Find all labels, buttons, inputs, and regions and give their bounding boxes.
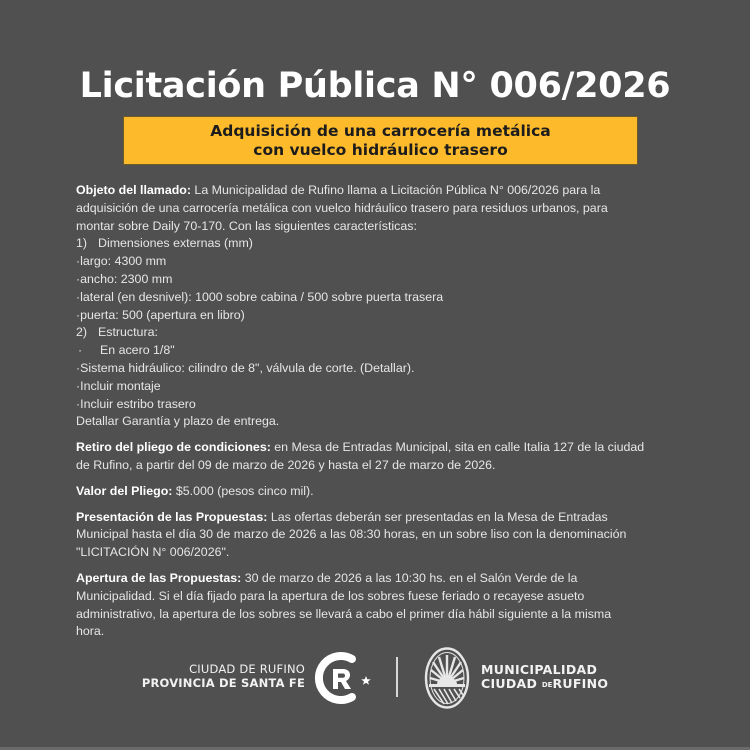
objeto-text-1: La Municipalidad de Rufino llama a Licitación Pública N° 006/2026 para la xyxy=(190,183,601,197)
spec-item: Detallar Garantía y plazo de entrega. xyxy=(76,414,280,429)
retiro-section: Retiro del pliego de condiciones: en Mesa de Entradas Municipal, sita en calle Italia 127 de la ciudad de Rufino, a partir del 09 de marzo de 2026 y hasta el 27 de marzo de 2026. xyxy=(76,440,645,472)
spec-item: · En acero 1/8" xyxy=(76,342,676,360)
apertura-label: Apertura de las Propuestas: xyxy=(76,570,242,585)
bullet-icon: · xyxy=(78,343,83,358)
municipal-crest-icon xyxy=(424,646,470,710)
spec-item: ·Sistema hidráulico: cilindro de 8", válvula de corte. (Detallar). xyxy=(76,360,415,375)
footer-divider xyxy=(396,657,398,697)
spec-item: ·largo: 4300 mm xyxy=(76,254,167,269)
city-province-label: CIUDAD DE RUFINO PROVINCIA DE SANTA FE xyxy=(141,662,305,690)
subtitle-banner xyxy=(124,117,637,164)
section-2-heading: 2) Estructura: xyxy=(76,325,158,340)
cr-star-logo-icon xyxy=(308,647,374,709)
spec-item: ·puerta: 500 (apertura en libro) xyxy=(76,307,245,322)
footer-logos xyxy=(0,643,750,713)
apertura-section: Apertura de las Propuestas: 30 de marzo de 2026 a las 10:30 hs. en el Salón Verde de la Municipalidad. Si el día fijado para la apertura de los sobres fuese feriado o recayese asueto administrativo, la apertura de los sobres se llevará a cabo el primer día hábil siguiente a la misma hora. xyxy=(76,570,612,639)
objeto-label: Objeto del llamado: xyxy=(76,183,191,197)
subtitle-line-2: con vuelco hidráulico trasero xyxy=(253,140,508,159)
spec-item: ·lateral (en desnivel): 1000 sobre cabina / 500 sobre puerta trasera xyxy=(76,289,444,304)
spec-item: ·ancho: 2300 mm xyxy=(76,271,173,286)
objeto-text-2: adquisición de una carrocería metálica con vuelco hidráulico trasero para residuos urbanos, para xyxy=(76,200,608,215)
tender-body xyxy=(76,182,676,649)
valor-section xyxy=(76,483,676,501)
page-title: Licitación Pública N° 006/2026 xyxy=(79,66,671,106)
spec-item: ·Incluir estribo trasero xyxy=(76,396,196,411)
retiro-label: Retiro del pliego de condiciones: xyxy=(76,440,271,455)
objeto-text-3: montar sobre Daily 70-170. Con las siguientes características: xyxy=(76,218,417,233)
objeto-section xyxy=(76,182,676,431)
valor-label: Valor del Pliego: xyxy=(76,483,173,498)
spec-item: ·Incluir montaje xyxy=(76,378,161,393)
presentacion-label: Presentación de las Propuestas: xyxy=(76,509,268,524)
section-1-heading: 1) Dimensiones externas (mm) xyxy=(76,236,253,251)
municipality-label: MUNICIPALIDAD CIUDAD DERUFINO xyxy=(481,662,609,691)
subtitle-line-1: Adquisición de una carrocería metálica xyxy=(210,121,551,140)
valor-text: $5.000 (pesos cinco mil). xyxy=(172,483,314,498)
presentacion-section: Presentación de las Propuestas: Las ofertas deberán ser presentadas en la Mesa de Entradas Municipal hasta el día 30 de marzo de 2026 a las 08:30 horas, en un sobre liso con la denominación "LICITACIÓN N° 006/2026". xyxy=(76,509,627,560)
